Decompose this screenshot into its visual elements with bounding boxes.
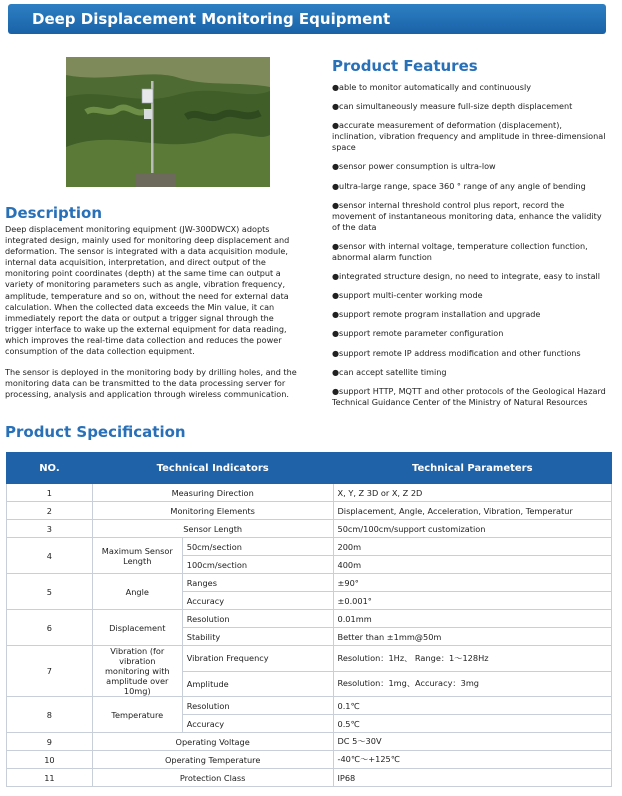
feature-item: ●support HTTP, MQTT and other protocols of the Geological Hazard Technical Guidance Center of the Ministry of Natural Resources — [332, 385, 606, 407]
parameter-cell: -40℃～+125℃ — [333, 751, 612, 769]
header-parameters: Technical Parameters — [333, 453, 612, 484]
parameter-cell: ±90° — [333, 574, 612, 592]
sub-indicator-cell: Resolution — [182, 697, 333, 715]
feature-item: ●support multi-center working mode — [332, 290, 483, 301]
feature-item: ●integrated structure design, no need to integrate, easy to install — [332, 271, 601, 282]
sub-indicator-cell: Resolution — [182, 610, 333, 628]
feature-item: ●can accept satellite timing — [332, 366, 447, 377]
feature-item: ●support remote program installation and upgrade — [332, 309, 541, 320]
features-list — [332, 82, 608, 416]
parameter-cell: 200m — [333, 538, 612, 556]
feature-item: ●accurate measurement of deformation (displacement), inclination, vibration frequency and amplitude in three-dimensional space — [332, 120, 606, 153]
title-bar — [8, 4, 606, 34]
parameter-cell: 50cm/100cm/support customization — [333, 520, 612, 538]
description-paragraph: The sensor is deployed in the monitoring body by drilling holes, and the monitoring data can be transmitted to the data processing server for processing, analysis and application through wireless communication. — [5, 367, 297, 400]
sub-indicator-cell: Ranges — [182, 574, 333, 592]
row-number: 9 — [7, 733, 93, 751]
feature-item: ●support remote IP address modification and other functions — [332, 347, 581, 358]
table-row — [7, 538, 612, 556]
description-body — [5, 224, 297, 410]
parameter-cell: X, Y, Z 3D or X, Z 2D — [333, 484, 612, 502]
table-row — [7, 733, 612, 751]
parameter-cell: 0.01mm — [333, 610, 612, 628]
specification-heading: Product Specification — [5, 423, 186, 441]
indicator-cell: Measuring Direction — [92, 484, 333, 502]
sub-indicator-cell: 50cm/section — [182, 538, 333, 556]
row-number: 6 — [7, 610, 93, 646]
indicator-cell: Monitoring Elements — [92, 502, 333, 520]
feature-item: ●sensor with internal voltage, temperature collection function, abnormal alarm function — [332, 240, 588, 263]
row-number: 11 — [7, 769, 93, 787]
indicator-cell: Vibration (for vibration monitoring with amplitude over 10mg) — [92, 646, 182, 697]
indicator-cell: Operating Temperature — [92, 751, 333, 769]
sub-indicator-cell: Amplitude — [182, 671, 333, 697]
specification-table — [6, 452, 612, 787]
table-row — [7, 646, 612, 672]
table-row — [7, 697, 612, 715]
table-row — [7, 769, 612, 787]
parameter-cell: IP68 — [333, 769, 612, 787]
table-row — [7, 610, 612, 628]
indicator-cell: Displacement — [92, 610, 182, 646]
sub-indicator-cell: Stability — [182, 628, 333, 646]
indicator-cell: Sensor Length — [92, 520, 333, 538]
row-number: 5 — [7, 574, 93, 610]
feature-item: ●can simultaneously measure full-size depth displacement — [332, 101, 573, 112]
indicator-cell: Protection Class — [92, 769, 333, 787]
table-row — [7, 751, 612, 769]
parameter-cell: 0.5℃ — [333, 715, 612, 733]
table-row — [7, 520, 612, 538]
description-paragraph: Deep displacement monitoring equipment (JW-300DWCX) adopts integrated design, mainly used for monitoring deep displacement and deformation. The sensor is integrated with a data acquisition module, internal data acquisition, interpretation, and direct output of the monitoring point coordinates (depth) at the same time can output a variety of monitoring parameters such as angle, vibration frequency, amplitude, temperature and so on, without the need for external data calculation. When the collected data exceeds the Min value, it can immediately report the data or output a trigger signal through the trigger interface to wake up the external equipment for data reading, which improves the real-time data collection and reduces the power consumption of the data collection equipment. — [5, 224, 290, 357]
row-number: 2 — [7, 502, 93, 520]
sub-indicator-cell: 100cm/section — [182, 556, 333, 574]
sub-indicator-cell: Vibration Frequency — [182, 646, 333, 672]
parameter-cell: Displacement, Angle, Acceleration, Vibration, Temperatur — [333, 502, 612, 520]
feature-item: ●support remote parameter configuration — [332, 328, 504, 339]
parameter-cell: DC 5～30V — [333, 733, 612, 751]
product-photo — [66, 57, 270, 187]
table-row — [7, 484, 612, 502]
sub-indicator-cell: Accuracy — [182, 592, 333, 610]
sub-indicator-cell: Accuracy — [182, 715, 333, 733]
features-heading: Product Features — [332, 57, 478, 75]
feature-item: ●sensor power consumption is ultra-low — [332, 161, 496, 172]
table-row — [7, 502, 612, 520]
row-number: 8 — [7, 697, 93, 733]
description-heading: Description — [5, 204, 103, 222]
parameter-cell: Resolution：1Hz、 Range：1～128Hz — [333, 646, 612, 672]
indicator-cell: Operating Voltage — [92, 733, 333, 751]
table-row — [7, 574, 612, 592]
feature-item: ●able to monitor automatically and continuously — [332, 82, 532, 92]
row-number: 3 — [7, 520, 93, 538]
row-number: 4 — [7, 538, 93, 574]
parameter-cell: Resolution：1mg、Accuracy：3mg — [333, 671, 612, 697]
feature-item: ●sensor internal threshold control plus report, record the movement of instantaneous monitoring data, enhance the validity of the data — [332, 199, 602, 232]
row-number: 7 — [7, 646, 93, 697]
table-header-row — [7, 453, 612, 484]
indicator-cell: Maximum Sensor Length — [92, 538, 182, 574]
indicator-cell: Angle — [92, 574, 182, 610]
indicator-cell: Temperature — [92, 697, 182, 733]
parameter-cell: 0.1℃ — [333, 697, 612, 715]
parameter-cell: 400m — [333, 556, 612, 574]
row-number: 10 — [7, 751, 93, 769]
parameter-cell: ±0.001° — [333, 592, 612, 610]
row-number: 1 — [7, 484, 93, 502]
header-indicators: Technical Indicators — [92, 453, 333, 484]
header-no: NO. — [7, 453, 93, 484]
parameter-cell: Better than ±1mm@50m — [333, 628, 612, 646]
feature-item: ●ultra-large range, space 360 ° range of any angle of bending — [332, 180, 586, 191]
page-title: Deep Displacement Monitoring Equipment — [32, 10, 391, 28]
